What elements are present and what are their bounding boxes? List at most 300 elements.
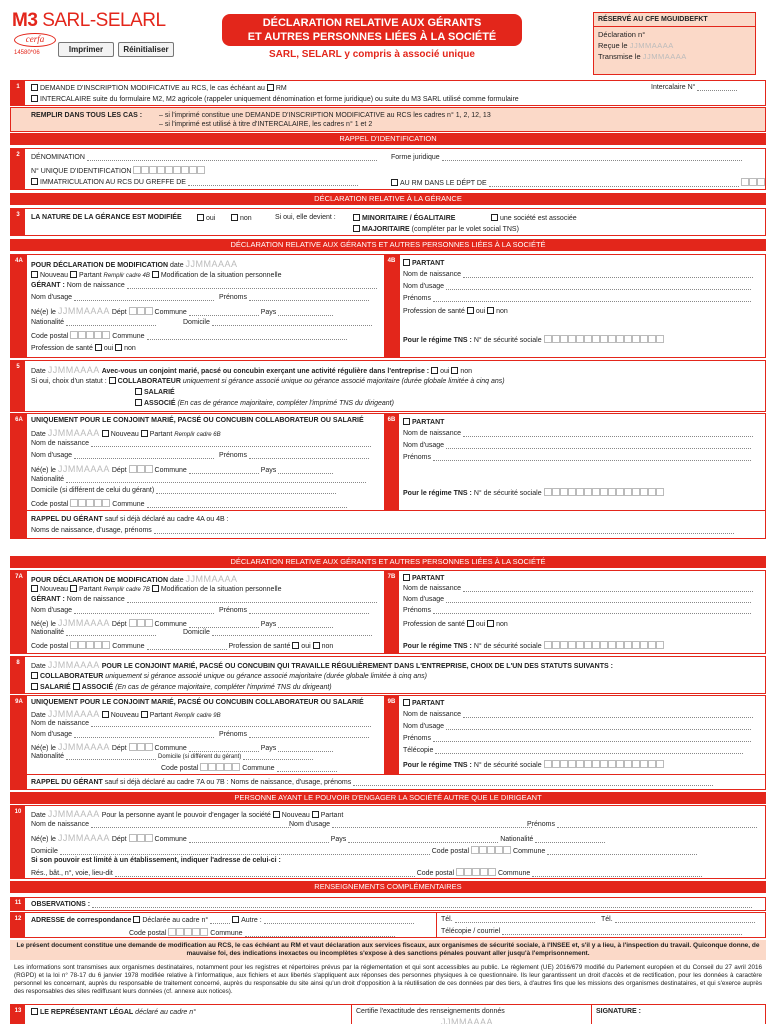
label: Date bbox=[31, 368, 46, 375]
input[interactable] bbox=[189, 309, 259, 316]
label: une société est associée bbox=[500, 215, 577, 222]
label: POUR DÉCLARATION DE MODIFICATION bbox=[31, 577, 169, 584]
label: Né(e) le bbox=[31, 745, 56, 752]
label: Télécopie / courriel bbox=[441, 928, 501, 935]
label: (En cas de gérance majoritaire, compléter l'imprimé TNS du dirigeant) bbox=[115, 684, 332, 691]
denomination-input[interactable] bbox=[87, 154, 377, 161]
label: sauf si déjà déclaré au cadre 4A ou 4B : bbox=[104, 516, 229, 523]
label: Prénoms bbox=[219, 452, 248, 459]
label: Si oui, choix d'un statut : bbox=[31, 378, 107, 385]
input[interactable] bbox=[353, 779, 713, 786]
label: Remplir cadre 4B bbox=[103, 273, 150, 279]
label: ADRESSE de correspondance bbox=[31, 917, 132, 924]
input[interactable] bbox=[154, 527, 734, 534]
section-9 bbox=[10, 695, 766, 790]
input[interactable] bbox=[212, 319, 372, 326]
section-2 bbox=[10, 148, 766, 190]
label: Profession de santé bbox=[403, 621, 465, 628]
label: Prénoms bbox=[219, 607, 248, 614]
label: Dépt bbox=[111, 309, 127, 316]
label: Né(e) le bbox=[31, 836, 56, 843]
section-7 bbox=[10, 570, 766, 654]
checkbox-oui[interactable] bbox=[197, 214, 204, 221]
birth-date-input[interactable]: JJMMAAAA bbox=[57, 618, 110, 628]
cfe-sent-label: Transmise le bbox=[598, 52, 641, 61]
label: Nouveau bbox=[110, 712, 139, 719]
label: N° de sécurité sociale bbox=[473, 337, 542, 344]
label: Date bbox=[31, 431, 46, 438]
label: POUR LE CONJOINT MARIÉ, PACSÉ OU CONCUBIN QUI TRAVAILLE RÉGULIÈREMENT DANS L'ENTREPRISE, CHOIX DE L'UN DES STATUTS SUIVANTS : bbox=[101, 663, 613, 670]
checkbox-associee[interactable] bbox=[491, 214, 498, 221]
checkbox-non[interactable] bbox=[451, 367, 458, 374]
label: Nationalité bbox=[31, 629, 65, 636]
checkbox[interactable] bbox=[31, 178, 38, 185]
section-number: 11 bbox=[11, 898, 25, 910]
checkbox-partant[interactable] bbox=[403, 574, 410, 581]
label: Pays bbox=[330, 836, 347, 843]
date-7a[interactable]: JJMMAAAA bbox=[185, 574, 238, 584]
checkbox-autre[interactable] bbox=[232, 916, 239, 923]
label: Partant bbox=[78, 586, 102, 593]
label: Partant bbox=[320, 812, 344, 819]
label: Dépt bbox=[111, 745, 127, 752]
input[interactable] bbox=[249, 452, 369, 459]
input[interactable] bbox=[189, 467, 259, 474]
checkbox-modif[interactable] bbox=[152, 271, 159, 278]
checkbox-partant[interactable] bbox=[312, 811, 319, 818]
label: Né(e) le bbox=[31, 621, 56, 628]
label: Commune bbox=[513, 848, 546, 855]
section-13 bbox=[10, 1004, 766, 1024]
label: Code postal bbox=[129, 930, 167, 937]
label: Date bbox=[31, 812, 46, 819]
label: Profession de santé bbox=[31, 345, 93, 352]
label: Nom d'usage bbox=[403, 283, 445, 290]
date-10[interactable]: JJMMAAAA bbox=[47, 809, 100, 819]
s2-siren: N° UNIQUE D'IDENTIFICATION bbox=[31, 168, 132, 175]
label: Nouveau bbox=[40, 586, 69, 593]
label: Nationalité bbox=[500, 836, 534, 843]
checkbox-oui[interactable] bbox=[431, 367, 438, 374]
input[interactable] bbox=[74, 731, 214, 738]
section-12 bbox=[10, 912, 766, 938]
label: Nom d'usage bbox=[403, 596, 445, 603]
date-5[interactable]: JJMMAAAA bbox=[47, 365, 100, 375]
input[interactable] bbox=[249, 294, 369, 301]
label: LE REPRÉSENTANT LÉGAL bbox=[40, 1009, 134, 1016]
birth-date-input[interactable]: JJMMAAAA bbox=[57, 306, 110, 316]
input[interactable] bbox=[91, 720, 371, 727]
section-number: 1 bbox=[11, 81, 25, 105]
label: non bbox=[321, 643, 334, 650]
label: Nationalité bbox=[31, 319, 65, 326]
band-gerance: DÉCLARATION RELATIVE À LA GÉRANCE bbox=[10, 193, 766, 205]
label: Code postal bbox=[416, 870, 455, 877]
greffe-input[interactable] bbox=[188, 179, 358, 186]
section-number: 13 bbox=[11, 1005, 25, 1024]
s1-line2: INTERCALAIRE suite du formulaire M2, M2 agricole (rappeler uniquement dénomination et forme juridique) ou suite du M3 SARL utilisé comme formulaire bbox=[40, 96, 519, 103]
label: Pays bbox=[260, 467, 277, 474]
checkbox-salarie[interactable] bbox=[135, 388, 142, 395]
label: Nom d'usage bbox=[31, 294, 73, 301]
label: (compléter par le volet social TNS) bbox=[411, 226, 519, 233]
input[interactable] bbox=[74, 294, 214, 301]
checkbox-nouveau[interactable] bbox=[31, 271, 38, 278]
input[interactable] bbox=[212, 629, 372, 636]
checkbox-partant[interactable] bbox=[141, 430, 148, 437]
label: Nom d'usage bbox=[31, 452, 73, 459]
label: Pour le régime TNS : bbox=[403, 490, 472, 497]
input[interactable] bbox=[115, 870, 415, 877]
band-gerants: DÉCLARATION RELATIVE AUX GÉRANTS ET AUTRES PERSONNES LIÉES À LA SOCIÉTÉ bbox=[10, 239, 766, 251]
input[interactable] bbox=[433, 454, 751, 461]
input[interactable] bbox=[278, 309, 333, 316]
input[interactable] bbox=[532, 870, 702, 877]
checkbox-collab[interactable] bbox=[31, 672, 38, 679]
label: Commune bbox=[210, 930, 243, 937]
checkbox-minoritaire[interactable] bbox=[353, 214, 360, 221]
label: Prénoms bbox=[403, 607, 432, 614]
input[interactable] bbox=[66, 629, 156, 636]
label: non bbox=[460, 368, 473, 375]
label: Remplir cadre 9B bbox=[174, 713, 221, 719]
label: oui bbox=[475, 621, 486, 628]
label: Nouveau bbox=[281, 812, 310, 819]
label: Prénoms bbox=[403, 454, 432, 461]
s2-forme: Forme juridique bbox=[391, 154, 440, 161]
label: non bbox=[496, 308, 508, 315]
section-5 bbox=[10, 360, 766, 412]
checkbox-non[interactable] bbox=[487, 307, 494, 314]
checkbox-partant[interactable] bbox=[141, 711, 148, 718]
label: sauf si déjà déclaré au cadre 7A ou 7B : Noms de naissance, d'usage, prénoms bbox=[104, 779, 352, 786]
label: RAPPEL DU GÉRANT bbox=[31, 779, 103, 786]
s3-devient: Si oui, elle devient : bbox=[275, 214, 336, 221]
checkbox-declaree[interactable] bbox=[133, 916, 140, 923]
input[interactable] bbox=[433, 735, 751, 742]
s1-rm: RM bbox=[275, 85, 287, 92]
checkbox-oui[interactable] bbox=[292, 642, 299, 649]
input[interactable] bbox=[547, 848, 697, 855]
label: Prénoms bbox=[403, 295, 432, 302]
label: Dépt bbox=[111, 621, 127, 628]
checkbox-nouveau[interactable] bbox=[102, 711, 109, 718]
label: Commune bbox=[112, 333, 145, 340]
label: Dépt bbox=[111, 836, 127, 843]
label: non bbox=[240, 215, 252, 222]
checkbox[interactable] bbox=[267, 84, 274, 91]
section-8 bbox=[10, 656, 766, 694]
checkbox-nouveau[interactable] bbox=[102, 430, 109, 437]
checkbox-non[interactable] bbox=[115, 344, 122, 351]
label: déclaré au cadre n° bbox=[135, 1009, 196, 1016]
band-identification: RAPPEL D'IDENTIFICATION bbox=[10, 133, 766, 145]
input[interactable] bbox=[91, 821, 291, 828]
label: Remplir cadre 6B bbox=[174, 432, 221, 438]
input[interactable] bbox=[243, 753, 313, 760]
input[interactable] bbox=[264, 917, 414, 924]
label: Pays bbox=[260, 621, 277, 628]
input[interactable] bbox=[189, 621, 259, 628]
section-number: 7A bbox=[11, 571, 27, 653]
checkbox-associe[interactable] bbox=[135, 399, 142, 406]
checkbox[interactable] bbox=[31, 84, 38, 91]
label: Code postal bbox=[161, 765, 199, 772]
input[interactable] bbox=[66, 319, 156, 326]
fill-label: REMPLIR DANS TOUS LES CAS : bbox=[31, 112, 143, 119]
checkbox-modif[interactable] bbox=[152, 585, 159, 592]
checkbox-representant[interactable] bbox=[31, 1008, 38, 1015]
label: Commune bbox=[497, 870, 531, 877]
checkbox-oui[interactable] bbox=[467, 307, 474, 314]
label: Nom d'usage bbox=[403, 723, 445, 730]
input[interactable] bbox=[127, 596, 377, 603]
label: Partant bbox=[149, 712, 173, 719]
input[interactable] bbox=[433, 607, 751, 614]
birth-date-input[interactable]: JJMMAAAA bbox=[57, 464, 110, 474]
intercalaire-input[interactable] bbox=[697, 84, 737, 91]
checkbox-nouveau[interactable] bbox=[31, 585, 38, 592]
label: Commune bbox=[154, 836, 187, 843]
input[interactable] bbox=[127, 282, 377, 289]
fill-line2: – si l'imprimé est utilisé à titre d'INTERCALAIRE, les cadres n° 1 et 2 bbox=[159, 121, 373, 128]
label: Né(e) le bbox=[31, 309, 56, 316]
checkbox[interactable] bbox=[391, 179, 398, 186]
section-number: 9A bbox=[11, 696, 27, 789]
input[interactable] bbox=[615, 916, 755, 923]
label: Code postal bbox=[31, 333, 69, 340]
checkbox-non[interactable] bbox=[487, 620, 494, 627]
label: Pour le régime TNS : bbox=[403, 337, 472, 344]
label: OBSERVATIONS : bbox=[31, 901, 91, 908]
checkbox-non[interactable] bbox=[313, 642, 320, 649]
section-number: 3 bbox=[11, 209, 25, 235]
date-8[interactable]: JJMMAAAA bbox=[47, 660, 100, 670]
input[interactable] bbox=[74, 452, 214, 459]
input[interactable] bbox=[60, 848, 430, 855]
checkbox-partant[interactable] bbox=[403, 418, 410, 425]
section-number: 5 bbox=[11, 361, 25, 411]
label: RAPPEL DU GÉRANT bbox=[31, 516, 103, 523]
label: Commune bbox=[154, 467, 187, 474]
fill-line1: – si l'imprimé constitue une DEMANDE D'INSCRIPTION MODIFICATIVE au RCS les cadres n° 1, 2, 12, 13 bbox=[159, 112, 491, 119]
input[interactable] bbox=[91, 440, 371, 447]
label: PARTANT bbox=[412, 260, 445, 267]
label: SALARIÉ bbox=[40, 684, 71, 691]
input[interactable] bbox=[435, 747, 743, 754]
label: Nouveau bbox=[40, 272, 69, 279]
input[interactable] bbox=[446, 596, 751, 603]
checkbox-partant[interactable] bbox=[70, 271, 77, 278]
label: Nouveau bbox=[110, 431, 139, 438]
label: UNIQUEMENT POUR LE CONJOINT MARIÉ, PACSÉ OU CONCUBIN COLLABORATEUR OU SALARIÉ bbox=[31, 417, 364, 424]
label: Nom de naissance bbox=[403, 430, 461, 437]
label: (En cas de gérance majoritaire, compléter l'imprimé TNS du dirigeant) bbox=[177, 400, 394, 407]
s2-rm: AU RM DANS LE DÉPT DE bbox=[400, 180, 487, 187]
cfe-box bbox=[593, 12, 756, 75]
label: GÉRANT : bbox=[31, 596, 65, 603]
input[interactable] bbox=[249, 607, 369, 614]
label: Nom de naissance bbox=[403, 271, 461, 278]
birth-date-input[interactable]: JJMMAAAA bbox=[57, 833, 110, 843]
section-number: 12 bbox=[11, 913, 25, 937]
s3-question: LA NATURE DE LA GÉRANCE EST MODIFIÉE bbox=[31, 214, 182, 221]
label: uniquement si gérance associé unique ou gérance associé majoritaire (durée globale limitée à cinq ans) bbox=[182, 378, 505, 385]
label: Prénoms bbox=[219, 731, 248, 738]
signature-date[interactable]: JJMMAAAA bbox=[441, 1017, 494, 1024]
rm-input[interactable] bbox=[489, 180, 739, 187]
label: Télécopie bbox=[403, 747, 434, 754]
date-6a[interactable]: JJMMAAAA bbox=[47, 428, 100, 438]
date-4a[interactable]: JJMMAAAA bbox=[185, 259, 238, 269]
label: Partant bbox=[149, 431, 173, 438]
label: Pays bbox=[260, 745, 277, 752]
input[interactable] bbox=[446, 723, 751, 730]
label: Prénoms bbox=[527, 821, 556, 828]
label: Déclarée au cadre n° bbox=[142, 917, 209, 924]
input[interactable] bbox=[210, 917, 230, 924]
label: Prénoms bbox=[403, 735, 432, 742]
checkbox-oui[interactable] bbox=[95, 344, 102, 351]
label: oui bbox=[301, 643, 311, 650]
label: Nom de naissance bbox=[403, 711, 461, 718]
input[interactable] bbox=[502, 928, 742, 935]
checkbox-majoritaire[interactable] bbox=[353, 225, 360, 232]
checkbox-partant[interactable] bbox=[403, 259, 410, 266]
input[interactable] bbox=[66, 476, 366, 483]
forme-input[interactable] bbox=[442, 154, 742, 161]
title-line-2: ET AUTRES PERSONNES LIÉES À LA SOCIÉTÉ bbox=[247, 31, 497, 43]
section-6 bbox=[10, 413, 766, 539]
input[interactable] bbox=[66, 753, 156, 760]
section-number: 4B bbox=[384, 255, 399, 357]
input[interactable] bbox=[147, 501, 347, 508]
checkbox-partant[interactable] bbox=[70, 585, 77, 592]
input[interactable] bbox=[278, 467, 333, 474]
section-10 bbox=[10, 805, 766, 879]
input[interactable] bbox=[278, 621, 333, 628]
label: SIGNATURE : bbox=[596, 1008, 641, 1015]
label: Pour le régime TNS : bbox=[403, 762, 472, 769]
label: Commune bbox=[154, 621, 187, 628]
title-line-1: DÉCLARATION RELATIVE AUX GÉRANTS bbox=[262, 17, 482, 29]
checkbox-nouveau[interactable] bbox=[273, 811, 280, 818]
label: Profession de santé bbox=[403, 308, 465, 315]
label: Partant bbox=[78, 272, 102, 279]
section-3 bbox=[10, 208, 766, 236]
birth-date-input[interactable]: JJMMAAAA bbox=[57, 742, 110, 752]
s2-denomination: DÉNOMINATION bbox=[31, 154, 85, 161]
input[interactable] bbox=[463, 711, 753, 718]
input[interactable] bbox=[156, 487, 336, 494]
checkbox-non[interactable] bbox=[231, 214, 238, 221]
label: Si son pouvoir est limité à un établissement, indiquer l'adresse de celui-ci : bbox=[31, 857, 281, 864]
input[interactable] bbox=[249, 731, 369, 738]
input[interactable] bbox=[332, 821, 532, 828]
input[interactable] bbox=[245, 930, 395, 937]
input[interactable] bbox=[147, 643, 227, 650]
label: GÉRANT : bbox=[31, 282, 65, 289]
input[interactable] bbox=[74, 607, 214, 614]
label: Rés., bât., n°, voie, lieu-dit bbox=[31, 870, 113, 877]
label: Né(e) le bbox=[31, 467, 56, 474]
label: oui bbox=[206, 215, 216, 222]
input[interactable] bbox=[189, 745, 259, 752]
input[interactable] bbox=[446, 283, 751, 290]
cfe-received-date[interactable]: JJMMAAAA bbox=[629, 41, 674, 50]
label: N° de sécurité sociale bbox=[473, 643, 542, 650]
label: Nom de naissance bbox=[31, 440, 89, 447]
label: Pour la personne ayant le pouvoir d'engager la société bbox=[101, 812, 271, 819]
reset-button[interactable]: Réinitialiser bbox=[118, 42, 174, 57]
label: Certifie l'exactitude des renseignements donnés bbox=[356, 1008, 505, 1015]
label: Domicile (si différent de celui du gérant) bbox=[31, 487, 155, 494]
label: Nom de naissance bbox=[31, 720, 89, 727]
label: Modification de la situation personnelle bbox=[160, 586, 282, 593]
main-title bbox=[222, 14, 522, 46]
label: Remplir cadre 7B bbox=[103, 587, 150, 593]
label: Nom d'usage bbox=[31, 607, 73, 614]
label: Nom d'usage bbox=[31, 731, 73, 738]
checkbox[interactable] bbox=[31, 95, 38, 102]
input[interactable] bbox=[535, 836, 605, 843]
checkbox-collab[interactable] bbox=[109, 377, 116, 384]
input[interactable] bbox=[463, 430, 753, 437]
input[interactable] bbox=[446, 442, 751, 449]
input[interactable] bbox=[463, 271, 753, 278]
input[interactable] bbox=[455, 916, 595, 923]
print-button[interactable]: Imprimer bbox=[58, 42, 114, 57]
label: Commune bbox=[154, 745, 187, 752]
s1-line1: DEMANDE D'INSCRIPTION MODIFICATIVE au RCS, le cas échéant au bbox=[40, 85, 265, 92]
input[interactable] bbox=[189, 836, 329, 843]
checkbox-partant[interactable] bbox=[403, 699, 410, 706]
observations-input[interactable] bbox=[92, 901, 752, 908]
section-number: 6B bbox=[384, 414, 399, 510]
form-header bbox=[0, 0, 768, 80]
input[interactable] bbox=[463, 585, 753, 592]
label: non bbox=[124, 345, 136, 352]
checkbox-oui[interactable] bbox=[467, 620, 474, 627]
label: Nationalité bbox=[31, 753, 65, 760]
label: ASSOCIÉ bbox=[81, 684, 114, 691]
input[interactable] bbox=[147, 333, 347, 340]
checkbox-associe[interactable] bbox=[73, 683, 80, 690]
section-4 bbox=[10, 254, 766, 358]
input[interactable] bbox=[433, 295, 751, 302]
label: N° de sécurité sociale bbox=[473, 762, 542, 769]
checkbox-salarie[interactable] bbox=[31, 683, 38, 690]
label: Code postal bbox=[31, 501, 69, 508]
label: oui bbox=[475, 308, 486, 315]
label: Noms de naissance, d'usage, prénoms bbox=[31, 527, 152, 534]
label: PARTANT bbox=[412, 419, 445, 426]
input[interactable] bbox=[557, 821, 757, 828]
label: N° de sécurité sociale bbox=[473, 490, 542, 497]
input[interactable] bbox=[348, 836, 498, 843]
cerfa-logo: cerfa bbox=[14, 33, 56, 47]
cfe-sent-date[interactable]: JJMMAAAA bbox=[642, 52, 687, 61]
label: uniquement si gérance associé unique ou gérance associé majoritaire (durée globale limitée à cinq ans) bbox=[105, 673, 428, 680]
label: Pour le régime TNS : bbox=[403, 643, 472, 650]
input[interactable] bbox=[277, 765, 337, 772]
date-9a[interactable]: JJMMAAAA bbox=[47, 709, 100, 719]
input[interactable] bbox=[278, 745, 333, 752]
label: Modification de la situation personnelle bbox=[160, 272, 282, 279]
section-number: 7B bbox=[384, 571, 399, 653]
fill-instructions bbox=[10, 107, 766, 132]
label: Domicile (si différent du gérant) bbox=[157, 754, 242, 760]
